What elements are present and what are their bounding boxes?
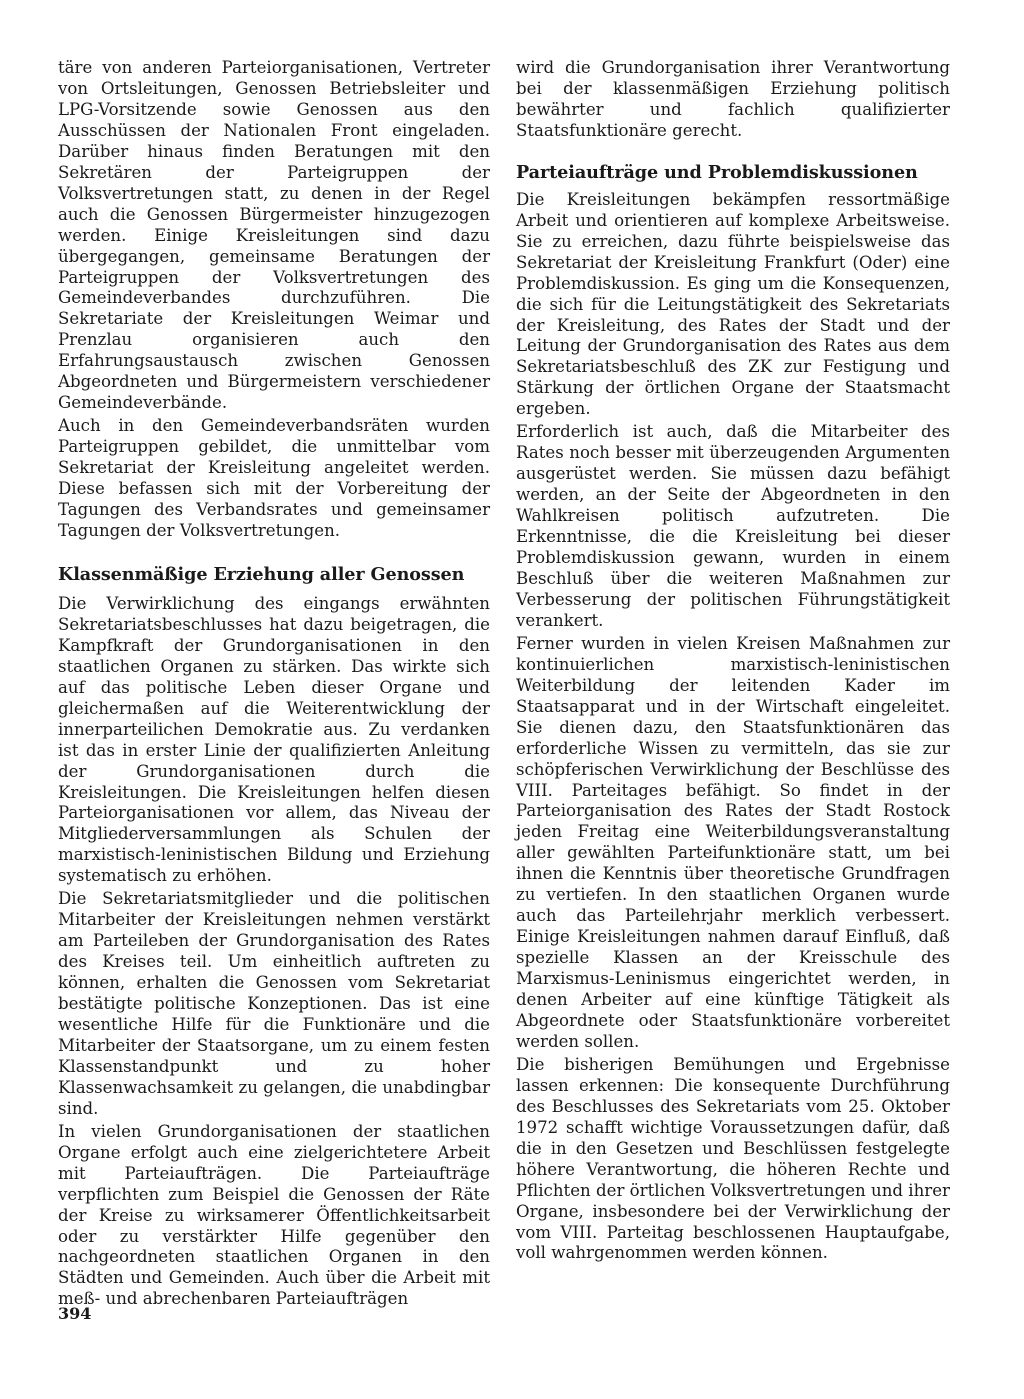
paragraph: wird die Grundorganisation ihrer Verantwortung bei der klassenmäßigen Erziehung politisch bewährter und fachlich qualifizierter Staatsfunktionäre gerecht. — [516, 58, 950, 140]
paragraph: Ferner wurden in vielen Kreisen Maßnahmen zur kontinuierlichen marxistisch-leninistischen Weiterbildung der leitenden Kader im Staatsapparat und in der Wirtschaft eingeleitet. Sie dienen dazu, den Staatsfunktionären das erforderliche Wissen zu vermitteln, das sie zur schöpferischen Verwirklichung der Beschlüsse des VIII. Parteitages befähigt. So findet in der Parteiorganisation des Rates der Stadt Rostock jeden Freitag eine Weiterbildungsveranstaltung aller gewählten Parteifunktionäre statt, um bei ihnen die Kenntnis über theoretische Grundfragen zu vertiefen. In den staatlichen Organen wurde auch das Parteilehrjahr merklich verbessert. Einige Kreisleitungen nahmen darauf Einfluß, daß spezielle Klassen an der Kreisschule des Marxismus-Leninismus eingerichtet werden, in denen Arbeiter auf eine künftige Tätigkeit als Abgeordnete oder Staatsfunktionäre vorbereitet werden sollen. — [516, 633, 950, 1051]
paragraph: täre von anderen Parteiorganisationen, Vertreter von Ortsleitungen, Genossen Betriebsleiter und LPG-Vorsitzende sowie Genossen aus den Ausschüssen der Nationalen Front eingeladen. Darüber hinaus finden Beratungen mit den Sekretären der Parteigruppen der Volksvertretungen statt, zu denen in der Regel auch die Genossen Bürgermeister hinzugezogen werden. Einige Kreisleitungen sind dazu übergegangen, gemeinsame Beratungen der Parteigruppen der Volksvertretungen des Gemeindeverbandes durchzuführen. Die Sekretariate der Kreisleitungen Weimar und Prenzlau organisieren auch den Erfahrungsaustausch zwischen Genossen Abgeordneten und Bürgermeistern verschiedener Gemeindeverbände. — [58, 58, 490, 413]
left-column — [58, 58, 490, 1310]
paragraph: Die Kreisleitungen bekämpfen ressortmäßige Arbeit und orientieren auf komplexe Arbeitsweise. Sie zu erreichen, dazu führte beispielsweise das Sekretariat der Kreisleitung Frankfurt (Oder) eine Problemdiskussion. Es ging um die Konsequenzen, die sich für die Leitungstätigkeit des Sekretariats der Kreisleitung, des Rates der Stadt und der Leitung der Grundorganisation des Rates aus dem Sekretariatsbeschluß des ZK zur Festigung und Stärkung der örtlichen Organe der Staatsmacht ergeben. — [516, 189, 950, 419]
paragraph: Die Verwirklichung des eingangs erwähnten Sekretariatsbeschlusses hat dazu beigetragen, die Kampfkraft der Grundorganisationen in den staatlichen Organen zu stärken. Das wirkte sich auf das politische Leben dieser Organe und gleichermaßen auf die Weiterentwicklung der innerparteilichen Demokratie aus. Zu verdanken ist das in erster Linie der qualifizierten Anleitung der Grundorganisationen durch die Kreisleitungen. Die Kreisleitungen helfen diesen Parteiorganisationen vor allem, das Niveau der Mitgliederversammlungen als Schulen der marxistisch-leninistischen Bildung und Erziehung systematisch zu erhöhen. — [58, 593, 490, 886]
paragraph: Auch in den Gemeindeverbandsräten wurden Parteigruppen gebildet, die unmittelbar vom Sekretariat der Kreisleitung angeleitet werden. Diese befassen sich mit der Vorbereitung der Tagungen des Verbandsrates und gemeinsamer Tagungen der Volksvertretungen. — [58, 416, 490, 540]
section-heading: Parteiaufträge und Problemdiskussionen — [516, 161, 918, 183]
paragraph: Erforderlich ist auch, daß die Mitarbeiter des Rates noch besser mit überzeugenden Argumenten ausgerüstet werden. Sie müssen dazu befähigt werden, an der Seite der Abgeordneten in den Wahlkreisen politisch aufzutreten. Die Erkenntnisse, die die Kreisleitung bei dieser Problemdiskussion gewann, wurden in einem Beschluß über die weiteren Maßnahmen zur Verbesserung der politischen Führungstätigkeit verankert. — [516, 422, 950, 630]
paragraph: Die Sekretariatsmitglieder und die politischen Mitarbeiter der Kreisleitungen nehmen verstärkt am Parteileben der Grundorganisation des Rates des Kreises teil. Um einheitlich auftreten zu können, erhalten die Genossen vom Sekretariat bestätigte politische Konzeptionen. Das ist eine wesentliche Hilfe für die Funktionäre und die Mitarbeiter der Staatsorgane, um zu einem festen Klassenstandpunkt und zu hoher Klassenwachsamkeit zu gelangen, die unabdingbar sind. — [58, 889, 490, 1118]
page-number: 394 — [58, 1304, 92, 1323]
section-heading: Klassenmäßige Erziehung aller Genossen — [58, 563, 465, 585]
right-column — [516, 58, 950, 1264]
paragraph: In vielen Grundorganisationen der staatlichen Organe erfolgt auch eine zielgerichtetere Arbeit mit Parteiaufträgen. Die Parteiaufträge verpflichten zum Beispiel die Genossen der Räte der Kreise zu wirksamerer Öffentlichkeitsarbeit oder zu verstärkter Hilfe gegenüber den nachgeordneten staatlichen Organen in den Städten und Gemeinden. Auch über die Arbeit mit meß- und abrechenbaren Parteiaufträgen — [58, 1121, 490, 1309]
paragraph: Die bisherigen Bemühungen und Ergebnisse lassen erkennen: Die konsequente Durchführung des Beschlusses des Sekretariats vom 25. Oktober 1972 schafft wichtige Voraussetzungen dafür, daß die in den Gesetzen und Beschlüssen festgelegte höhere Verantwortung, die höheren Rechte und Pflichten der örtlichen Volksvertretungen und ihrer Organe, insbesondere bei der Verwirklichung der vom VIII. Parteitag beschlossenen Hauptaufgabe, voll wahrgenommen werden können. — [516, 1054, 950, 1263]
